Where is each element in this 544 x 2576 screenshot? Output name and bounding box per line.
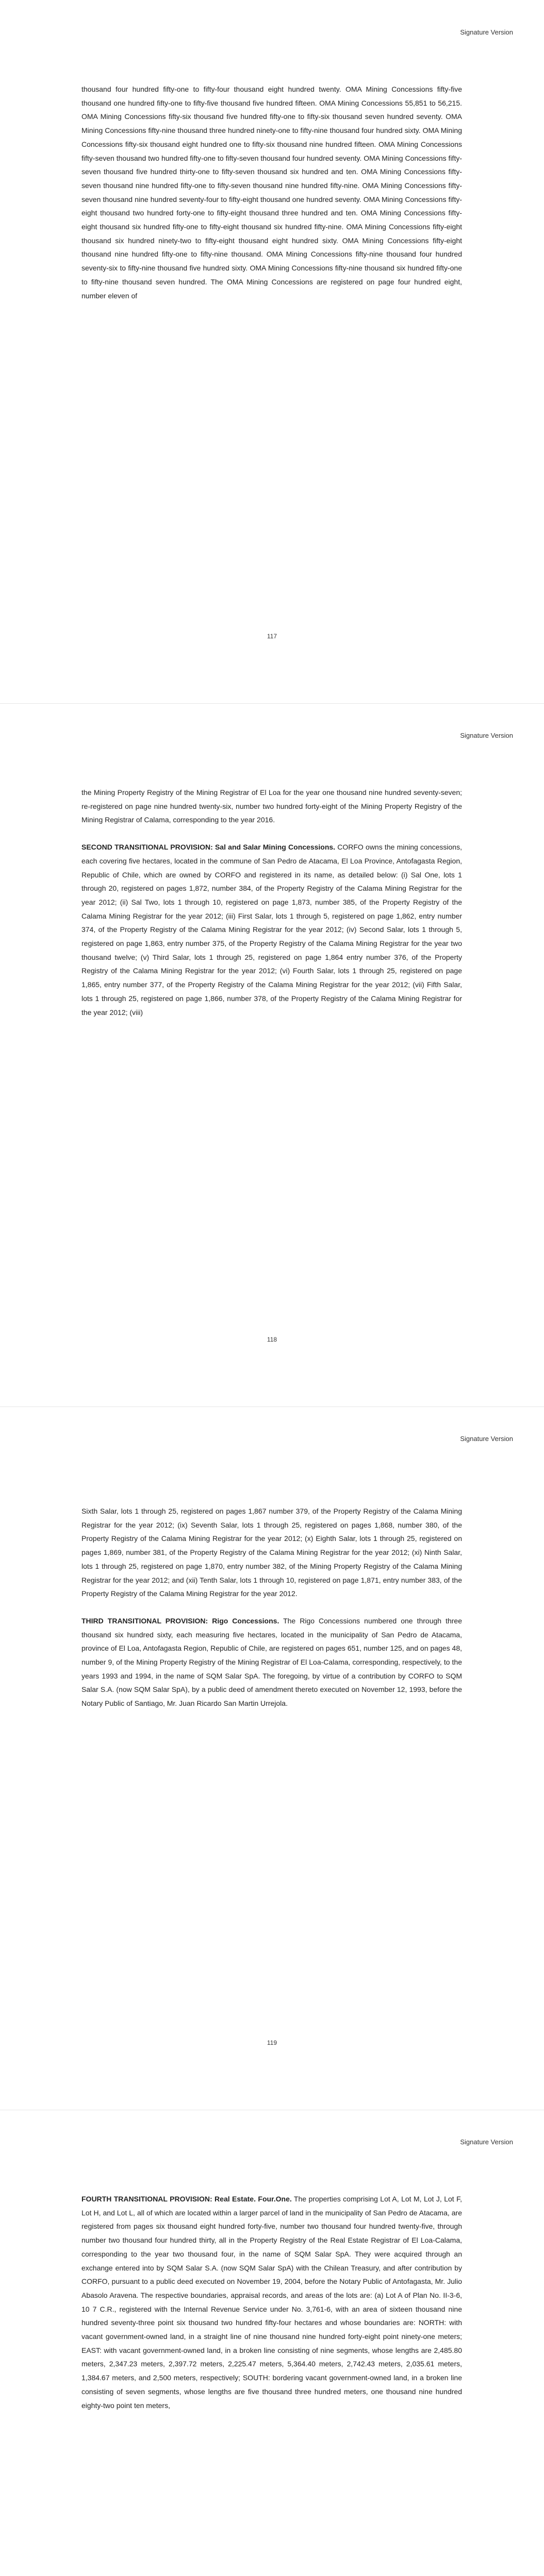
signature-version-label: Signature Version <box>460 1435 513 1443</box>
paragraph <box>81 840 462 1019</box>
paragraph <box>81 82 462 302</box>
paragraph-text: Sixth Salar, lots 1 through 25, registered on pages 1,867 number 379, of the Property Registry of the Calama Mining Registrar for the year 2012; (ix) Seventh Salar, lots 1 through 25, registered on pages 1,868, number 380, of the Property Registry of the Calama Mining Registrar for the year 2012; (x) Eighth Salar, lots 1 through 25, registered on pages 1,869, number 381, of the Property Registry of the Calama Mining Registrar for the year 2012; (xi) Ninth Salar, lots 1 through 25, registered on page 1,870, entry number 382, of the Mining Property Registry of the Calama Mining Registrar for the year 2012; and (xii) Tenth Salar, lots 1 through 10, registered on page 1,871, entry number 383, of the Property Registry of the Calama Mining Registrar for the year 2012. <box>81 1507 462 1598</box>
page-body <box>81 82 462 302</box>
document-page-117 <box>0 0 544 703</box>
page-body <box>81 2192 462 2412</box>
signature-version-label: Signature Version <box>460 28 513 36</box>
signature-version-label: Signature Version <box>460 732 513 739</box>
paragraph-text: CORFO owns the mining concessions, each covering five hectares, located in the commune of San Pedro de Atacama, El Loa Province, Antofagasta Region, Republic of Chile, which are owned by CORFO and registered in its name, as detailed below: (i) Sal One, lots 1 through 20, registered on pages 1,872, number 384, of the Property Registry of the Calama Mining Registrar for the year 2012; (ii) Sal Two, lots 1 through 10, registered on page 1,873, number 385, of the Property Registry of the Calama Mining Registrar for the year 2012; (iii) First Salar, lots 1 through 5, registered on page 1,862, entry number 374, of the Property Registry of the Calama Mining Registrar for the year 2012; (iv) Second Salar, lots 1 through 5, registered on page 1,863, entry number 375, of the Property Registry of the Calama Mining Registrar for the year two thousand twelve; (v) Third Salar, lots 1 through 25, registered on page 1,864 entry number 376, of the Property Registry of the Calama Mining Registrar for the year 2012; (vi) Fourth Salar, lots 1 through 25, registered on page 1,865, entry number 377, of the Property Registry of the Calama Mining Registrar for the year 2012; (vii) Fifth Salar, lots 1 through 25, registered on page 1,866, number 378, of the Property Registry of the Calama Mining Registrar for the year 2012; (viii) <box>81 843 462 1016</box>
paragraph-text: The properties comprising Lot A, Lot M, Lot J, Lot F, Lot H, and Lot L, all of which are located within a larger parcel of land in the municipality of San Pedro de Atacama, are registered from pages six thousand eight hundred forty-five, number two thousand four hundred twenty-five, through number two thousand four hundred thirty, all in the Property Registry of the Real Estate Registrar of El Loa-Calama, corresponding to the year two thousand four, in the name of SQM Salar SpA. They were acquired through an exchange entered into by SQM Salar S.A. (now SQM Salar SpA) with the Chilean Treasury, and after contribution by CORFO, pursuant to a public deed executed on November 19, 2004, before the Notary Public of Antofagasta, Mr. Julio Abasolo Aravena. The respective boundaries, appraisal records, and areas of the lots are: (a) Lot A of Plan No. II-3-6, 10 7 C.R., registered with the Internal Revenue Service under No. 3,761-6, with an area of sixteen thousand nine hundred seventy-three point six thousand two hundred fifty-four hectares and whose boundaries are: NORTH: with vacant government-owned land, in a straight line of nine thousand nine hundred forty-eight point ninety-one meters; EAST: with vacant government-owned land, in a broken line consisting of nine segments, whose lengths are 2,485.80 meters, 2,347.23 meters, 2,397.72 meters, 2,225.47 meters, 5,364.40 meters, 2,742.43 meters, 2,035.61 meters, 1,384.67 meters, and 2,500 meters, respectively; SOUTH: bordering vacant government-owned land, in a broken line consisting of seven segments, whose lengths are five thousand three hundred meters, one thousand nine hundred eighty-two point ten meters, <box>81 2195 462 2410</box>
page-body <box>81 1504 462 1710</box>
paragraph-text: the Mining Property Registry of the Mining Registrar of El Loa for the year one thousand nine hundred seventy-seven; re-registered on page nine hundred twenty-six, number two hundred forty-eight of the Mining Property Registry of the Mining Registrar of Calama, corresponding to the year 2016. <box>81 788 462 824</box>
page-number: 119 <box>267 2039 277 2046</box>
provision-heading: THIRD TRANSITIONAL PROVISION: Rigo Concessions. <box>81 1616 279 1625</box>
provision-heading: SECOND TRANSITIONAL PROVISION: Sal and Salar Mining Concessions. <box>81 843 336 852</box>
paragraph <box>81 1504 462 1601</box>
document-page-119 <box>0 1406 544 2110</box>
provision-heading: FOURTH TRANSITIONAL PROVISION: Real Estate. Four.One. <box>81 2195 292 2203</box>
document-page-118 <box>0 703 544 1406</box>
document-page-120 <box>0 2110 544 2576</box>
page-body <box>81 786 462 1019</box>
paragraph-text: thousand four hundred fifty-one to fifty-four thousand eight hundred twenty. OMA Mining Concessions fifty-five thousand one hundred fifty-one to fifty-five thousand five hundred fifteen. OMA Mining Concessions 55,851 to 56,215. OMA Mining Concessions fifty-six thousand five hundred fifty-one to fifty-six thousand seven hundred seventy. OMA Mining Concessions fifty-nine thousand three hundred ninety-one to fifty-nine thousand four hundred sixty. OMA Mining Concessions fifty-six thousand eight hundred one to fifty-six thousand nine hundred fifteen. OMA Mining Concessions fifty-seven thousand two hundred fifty-one to fifty-seven thousand four hundred seventy. OMA Mining Concessions fifty-seven thousand five hundred thirty-one to fifty-seven thousand six hundred and ten. OMA Mining Concessions fifty-seven thousand nine hundred fifty-one to fifty-seven thousand nine hundred fifty-nine. OMA Mining Concessions fifty-seven thousand nine hundred seventy-four to fifty-eight thousand one hundred seventy. OMA Mining Concessions fifty-eight thousand two hundred forty-one to fifty-eight thousand three hundred and ten. OMA Mining Concessions fifty-eight thousand six hundred fifty-one to fifty-eight thousand six hundred fifty-nine. OMA Mining Concessions fifty-eight thousand six hundred ninety-two to fifty-eight thousand eight hundred sixty. OMA Mining Concessions fifty-eight thousand nine hundred fifty-one to fifty-nine thousand. OMA Mining Concessions fifty-nine thousand four hundred seventy-six to fifty-nine thousand five hundred sixty. OMA Mining Concessions fifty-nine thousand six hundred fifty-one to fifty-nine thousand seven hundred. The OMA Mining Concessions are registered on page four hundred eight, number eleven of <box>81 85 462 300</box>
paragraph <box>81 786 462 827</box>
signature-version-label: Signature Version <box>460 2138 513 2146</box>
page-number: 118 <box>267 1336 277 1343</box>
paragraph <box>81 1614 462 1710</box>
paragraph-text: The Rigo Concessions numbered one through three thousand six hundred sixty, each measuring five hectares, located in the municipality of San Pedro de Atacama, province of El Loa, Antofagasta Region, Republic of Chile, are registered on pages 651, number 125, and on pages 48, number 9, of the Mining Property Registry of the Mining Registrar of El Loa-Calama, corresponding, respectively, to the years 1993 and 1994, in the name of SQM Salar SpA. The foregoing, by virtue of a contribution by CORFO to SQM Salar S.A. (now SQM Salar SpA), by a public deed of amendment thereto executed on November 12, 1993, before the Notary Public of Santiago, Mr. Juan Ricardo San Martin Urrejola. <box>81 1616 462 1708</box>
page-number: 117 <box>267 633 277 640</box>
paragraph <box>81 2192 462 2412</box>
